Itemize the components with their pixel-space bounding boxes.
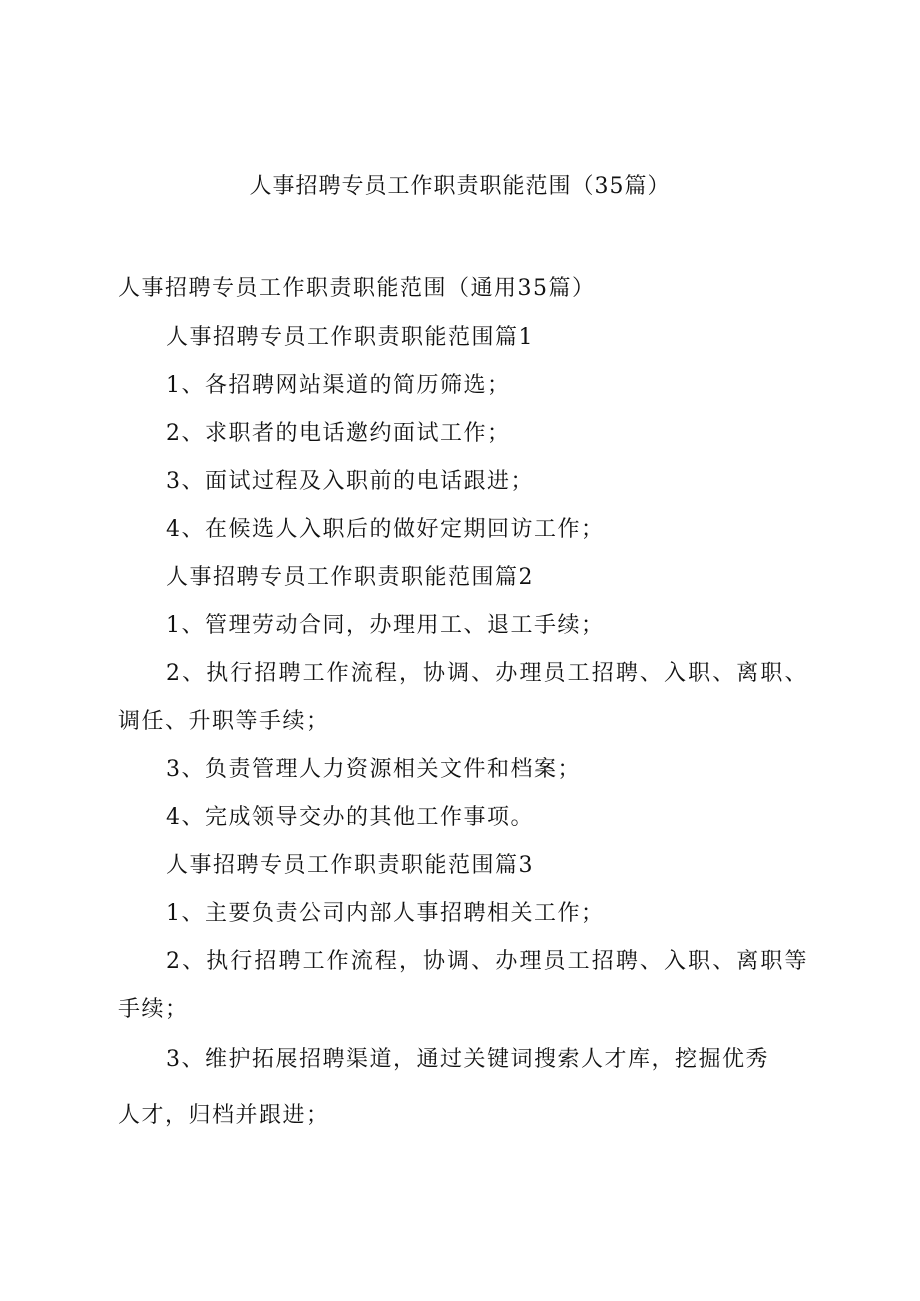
list-item: 1、主要负责公司内部人事招聘相关工作； [166,901,605,926]
list-item: 1、各招聘网站渠道的简历筛选； [166,373,511,398]
list-item: 4、在候选人入职后的做好定期回访工作； [166,517,605,542]
list-item: 人才，归档并跟进； [118,1103,330,1128]
list-item: 2、求职者的电话邀约面试工作； [166,421,511,446]
document-subtitle: 人事招聘专员工作职责职能范围（通用35篇） [118,276,596,301]
list-item: 4、完成领导交办的其他工作事项。 [166,805,534,830]
list-item: 2、执行招聘工作流程，协调、办理员工招聘、入职、离职等手续； [118,949,808,1022]
section-heading: 人事招聘专员工作职责职能范围篇1 [166,325,534,350]
document-title: 人事招聘专员工作职责职能范围（35篇） [249,174,671,199]
list-item: 3、维护拓展招聘渠道，通过关键词搜索人才库，挖掘优秀 [166,1047,769,1072]
list-item: 1、管理劳动合同，办理用工、退工手续； [166,613,605,638]
list-item: 3、面试过程及入职前的电话跟进； [166,469,534,494]
list-item: 2、执行招聘工作流程，协调、办理员工招聘、入职、离职、调任、升职等手续； [118,661,808,734]
section-heading: 人事招聘专员工作职责职能范围篇2 [166,565,534,590]
section-heading: 人事招聘专员工作职责职能范围篇3 [166,853,534,878]
list-item: 3、负责管理人力资源相关文件和档案； [166,757,581,782]
